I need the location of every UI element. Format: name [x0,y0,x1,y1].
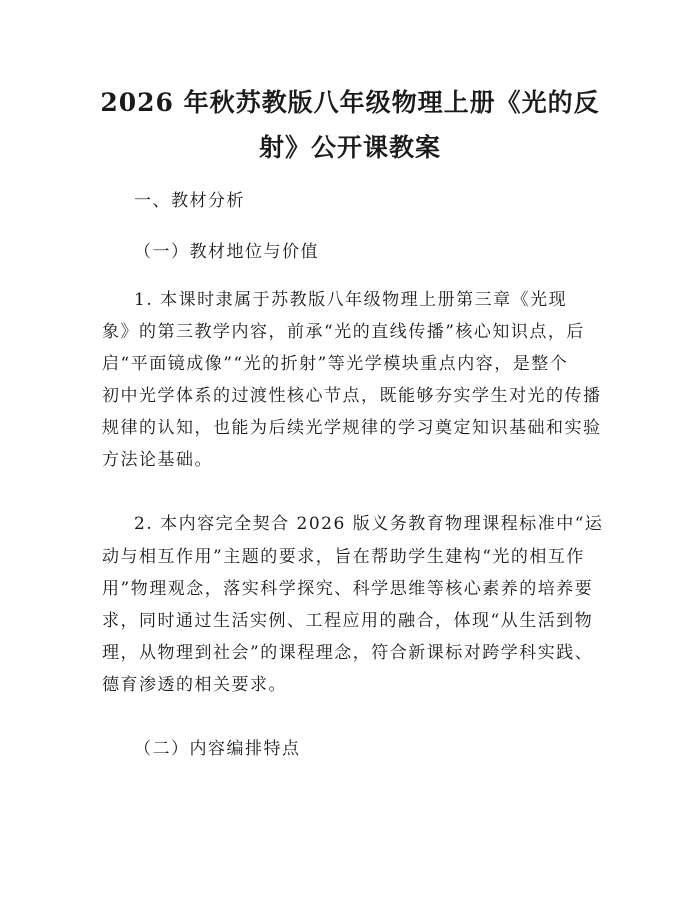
document-title-line-1: 2026 年秋苏教版八年级物理上册《光的反 [100,88,600,117]
paragraph-1-line-3: 启“平面镜成像”“光的折射”等光学模块重点内容，是整个 [102,354,569,374]
paragraph-1-line-5: 规律的认知，也能为后续光学规律的学习奠定知识基础和实验 [102,418,602,438]
subsection-heading-content-arrangement: （二）内容编排特点 [134,739,301,759]
paragraph-2-line-5: 理，从物理到社会”的课程理念，符合新课标对跨学科实践、 [102,643,594,663]
section-heading-teaching-material-analysis: 一、教材分析 [134,191,245,211]
paragraph-1-line-4: 初中光学体系的过渡性核心节点，既能够夯实学生对光的传播 [102,386,602,406]
paragraph-1-line-6: 方法论基础。 [102,450,213,470]
paragraph-2-line-3: 用”物理观念，落实科学探究、科学思维等核心素养的培养要 [102,579,594,599]
paragraph-1-line-2: 象》的第三教学内容，前承“光的直线传播”核心知识点，后 [102,322,585,342]
paragraph-2-line-6: 德育渗透的相关要求。 [102,675,287,695]
paragraph-2-line-4: 求，同时通过生活实例、工程应用的融合，体现“从生活到物 [102,611,594,631]
document-title-line-2: 射》公开课教案 [258,133,441,162]
paragraph-2-line-1: 2. 本内容完全契合 2026 版义务教育物理课程标准中“运 [134,514,604,534]
subsection-heading-position-and-value: （一）教材地位与价值 [134,242,319,262]
paragraph-1-line-1: 1. 本课时隶属于苏教版八年级物理上册第三章《光现 [134,290,568,310]
paragraph-2-line-2: 动与相互作用”主题的要求，旨在帮助学生建构“光的相互作 [102,547,585,567]
